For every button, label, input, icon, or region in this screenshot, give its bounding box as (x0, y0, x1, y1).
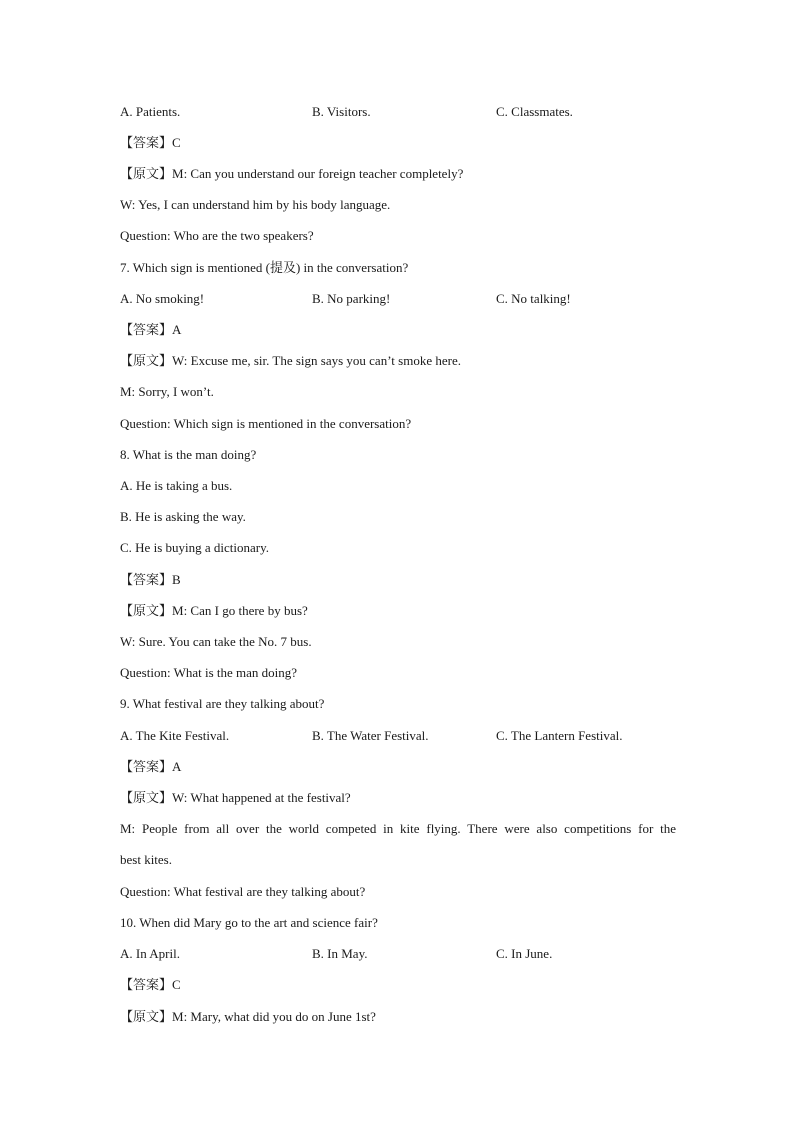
question-prompt: Question: Who are the two speakers? (120, 228, 314, 243)
option-a: A. No smoking! (120, 291, 205, 306)
option-b: B. The Water Festival. (312, 728, 429, 743)
answer-value: C (172, 135, 181, 150)
question-prompt: Question: What is the man doing? (120, 665, 298, 680)
transcript-text: M: Can you understand our foreign teacher completely? (172, 166, 464, 181)
transcript-text: M: Mary, what did you do on June 1st? (172, 1009, 376, 1024)
transcript-line: W: Sure. You can take the No. 7 bus. (120, 634, 312, 649)
question-title: 10. When did Mary go to the art and science fair? (120, 915, 378, 930)
transcript-text: W: Excuse me, sir. The sign says you can’t smoke here. (172, 353, 461, 368)
question-prompt: Question: Which sign is mentioned in the conversation? (120, 416, 412, 431)
answer-line (120, 322, 181, 339)
transcript-line: best kites. (120, 852, 172, 867)
answer-line (120, 572, 181, 589)
question-prompt: Question: What festival are they talking about? (120, 884, 366, 899)
transcript-line: M: Sorry, I won’t. (120, 384, 214, 399)
option-c: C. The Lantern Festival. (496, 728, 623, 743)
option-b: B. Visitors. (312, 104, 371, 119)
option-a: A. Patients. (120, 104, 181, 119)
transcript-line (120, 603, 308, 620)
option-a: A. He is taking a bus. (120, 478, 233, 493)
option-c: C. In June. (496, 946, 553, 961)
answer-value: C (172, 977, 181, 992)
answer-label: 【答案】 (120, 573, 173, 588)
transcript-line (120, 353, 461, 370)
option-a: A. In April. (120, 946, 180, 961)
option-b: B. He is asking the way. (120, 509, 246, 524)
transcript-line (120, 790, 351, 807)
answer-value: B (172, 572, 181, 587)
transcript-text: M: Can I go there by bus? (172, 603, 308, 618)
option-c: C. No talking! (496, 291, 571, 306)
transcript-label: 【原文】 (120, 167, 173, 182)
answer-line (120, 135, 181, 152)
answer-label: 【答案】 (120, 136, 173, 151)
transcript-label: 【原文】 (120, 354, 173, 369)
question-title: 7. Which sign is mentioned (提及) in the conversation? (120, 260, 409, 275)
answer-value: A (172, 322, 182, 337)
answer-label: 【答案】 (120, 323, 173, 338)
option-b: B. In May. (312, 946, 368, 961)
option-b: B. No parking! (312, 291, 391, 306)
option-c: C. He is buying a dictionary. (120, 540, 269, 555)
answer-line (120, 977, 181, 994)
transcript-line: M: People from all over the world competed in kite flying. There were also competitions for the (120, 821, 676, 836)
question-title: 9. What festival are they talking about? (120, 696, 325, 711)
answer-label: 【答案】 (120, 978, 173, 993)
transcript-line (120, 166, 463, 183)
transcript-label: 【原文】 (120, 604, 173, 619)
answer-value: A (172, 759, 182, 774)
answer-line (120, 759, 181, 776)
option-a: A. The Kite Festival. (120, 728, 230, 743)
question-title: 8. What is the man doing? (120, 447, 257, 462)
answer-label: 【答案】 (120, 760, 173, 775)
transcript-text: W: What happened at the festival? (172, 790, 351, 805)
transcript-label: 【原文】 (120, 1010, 173, 1025)
option-c: C. Classmates. (496, 104, 573, 119)
transcript-label: 【原文】 (120, 791, 173, 806)
transcript-line (120, 1009, 376, 1026)
transcript-line: W: Yes, I can understand him by his body language. (120, 197, 391, 212)
